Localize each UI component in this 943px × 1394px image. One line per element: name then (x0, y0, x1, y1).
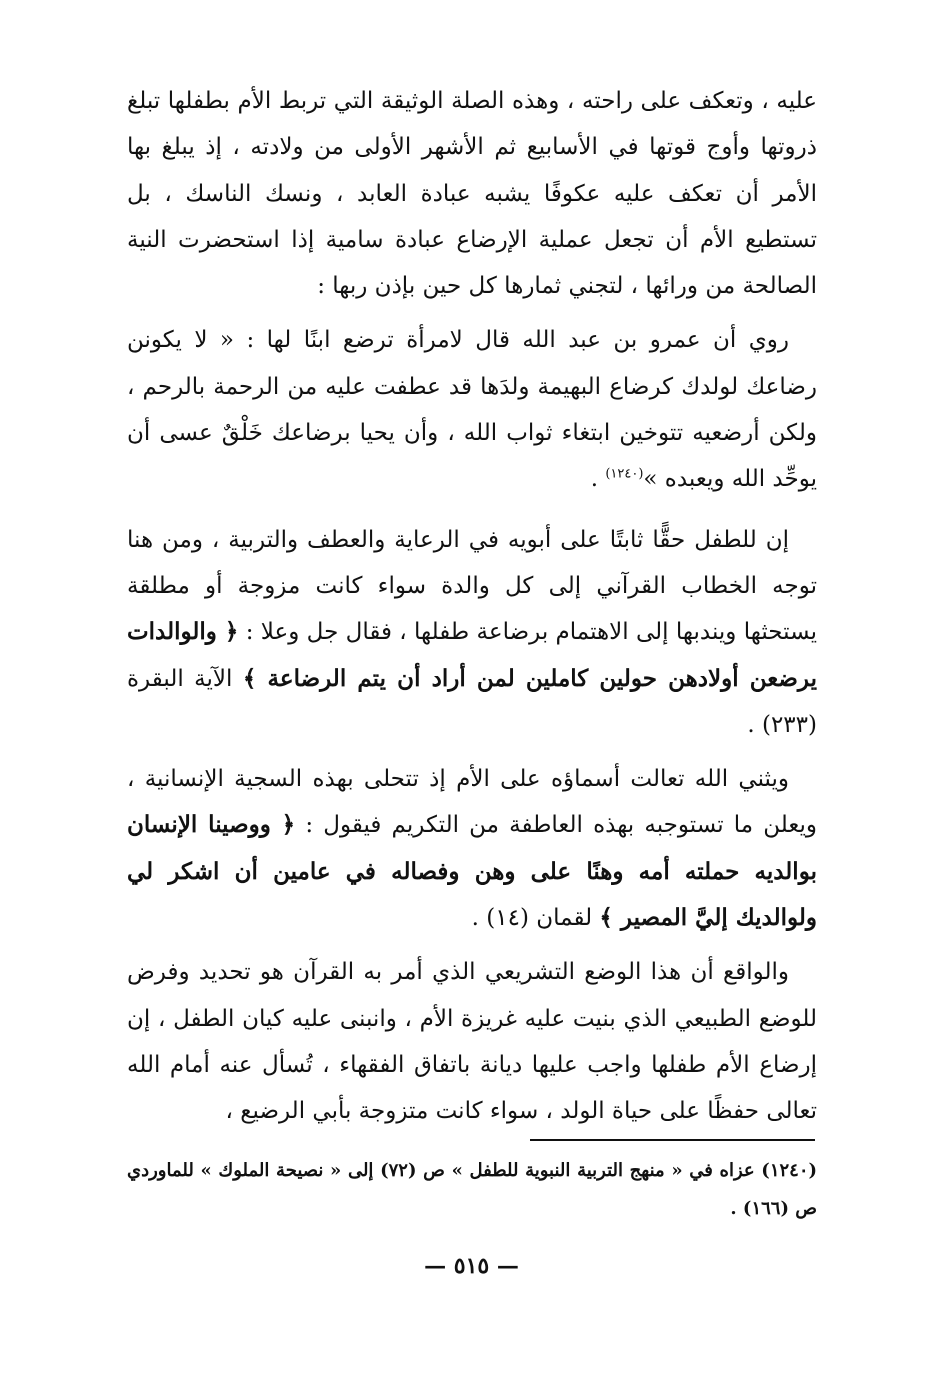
paragraph-2 (127, 317, 817, 502)
paragraph-2-text: روي أن عمرو بن عبد الله قال لامرأة ترضع ابنًا لها : « لا يكونن رضاعك لولدك كرضاع البهيمة ولدَها قد عطفت عليه من الرحمة بالرحم ، ولكن أرضعيه تتوخين ابتغاء ثواب الله ، وأن يحيا برضاعك خَلْقٌ عسى أن يوحِّد الله ويعبده » (127, 327, 817, 493)
paragraph-5: والواقع أن هذا الوضع التشريعي الذي أمر به القرآن هو تحديد وفرض للوضع الطبيعي الذي بنيت عليه غريزة الأم ، وانبنى عليه كيان الطفل ، إن إرضاع الأم طفلها واجب عليها ديانة باتفاق الفقهاء ، تُسأل عنه أمام الله تعالى حفظًا على حياة الولد ، سواء كانت متزوجة بأبي الرضيع ، (127, 959, 817, 1125)
page-number: — ٥١٥ — (424, 1253, 519, 1279)
paragraph-2-end: . (590, 466, 606, 493)
paragraph-3-text: إن للطفل حقًّا ثابتًا على أبويه في الرعاية والعطف والتربية ، ومن هنا توجه الخطاب القرآني إلى كل والدة سواء كانت مزوجة أو مطلقة يستحثها ويندبها إلى الاهتمام برضاعة طفلها ، فقال جل وعلا : (127, 526, 817, 646)
footnote: (١٢٤٠) عزاه في « منهج التربية النبوية للطفل » ص (٧٢) إلى « نصيحة الملوك » للماوردي ص (١٦٦) . (127, 1160, 818, 1219)
paragraph-1: عليه ، وتعكف على راحته ، وهذه الصلة الوثيقة التي تربط الأم بطفلها تبلغ ذروتها وأوج قوتها في الأسابيع ثم الأشهر الأولى من ولادته ، إذ يبلغ بها الأمر أن تعكف عليه عكوفًا يشبه عبادة العابد ، ونسك الناسك ، بل تستطيع الأم أن تجعل عملية الإرضاع عبادة سامية إذا استحضرت النية الصالحة من ورائها ، لتجني ثمارها كل حين بإذن ربها : (127, 88, 817, 300)
paragraph-4-citation: لقمان (١٤) . (471, 905, 600, 932)
quran-verse-baqara: ﴿ والوالدات يرضعن أولادهن حولين كاملين لمن أراد أن يتم الرضاعة ﴾ (127, 618, 817, 692)
footnote-reference: (١٢٤٠) (605, 466, 644, 482)
paragraph-4-text: ويثني الله تعالت أسماؤه على الأم إذ تتحلى بهذه السجية الإنسانية ، ويعلن ما تستوجبه بهذه العاطفة من التكريم فيقول : (127, 766, 817, 839)
paragraph-4 (127, 756, 817, 941)
paragraph-3 (127, 517, 817, 748)
footnote-divider (530, 1139, 815, 1141)
quran-verse-luqman: ﴿ ووصينا الإنسان بوالديه حملته أمه وهنًا على وهن وفصاله في عامين أن اشكر لي ولوالديك إليَّ المصير ﴾ (127, 811, 817, 932)
paragraph-3-citation: الآية البقرة (٢٣٣) . (127, 665, 817, 738)
main-text (127, 78, 817, 1135)
